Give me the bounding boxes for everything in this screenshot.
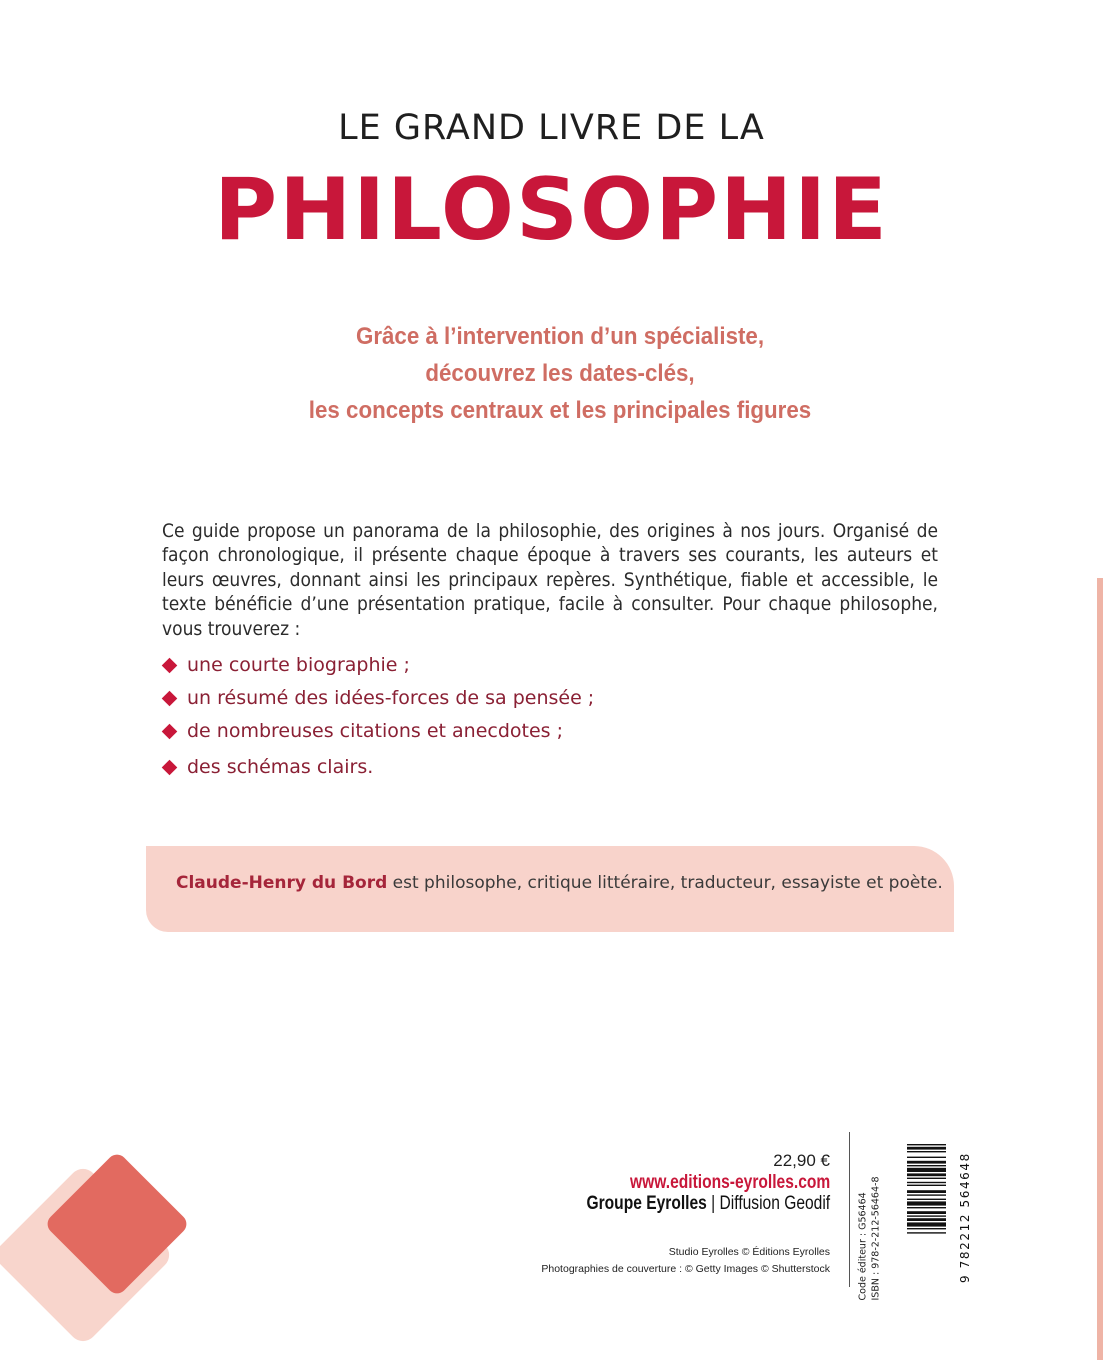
editor-code: Code éditeur : G56464 [857, 1192, 869, 1301]
group-name: Groupe Eyrolles [586, 1193, 707, 1214]
intro-paragraph: Ce guide propose un panorama de la philosophie, des origines à nos jours. Organisé de façon chronologique, il présente chaque époque à travers ses courants, les auteurs et leurs œuvres, donnant ainsi les principaux repères. Synthétique, fiable et accessible, le texte bénéficie d’une présentation pratique, facile à consulter. Pour chaque philosophe, vous trouverez : [162, 520, 938, 640]
tagline-line: découvrez les dates-clés, [425, 360, 695, 387]
list-item [162, 654, 862, 687]
divider [849, 1132, 850, 1287]
author-description: est philosophe, critique littéraire, traducteur, essayiste et poète. [387, 873, 943, 893]
separator: | [706, 1193, 720, 1214]
author-bio [176, 873, 943, 893]
diamond-bullet-icon [162, 760, 178, 776]
author-name: Claude-Henry du Bord [176, 873, 388, 893]
price: 22,90 € [773, 1151, 830, 1170]
book-codes [857, 1146, 883, 1301]
feature-list [162, 654, 862, 789]
isbn: ISBN : 978-2-212-56464-8 [870, 1176, 882, 1301]
side-accent-bar [1097, 578, 1103, 1360]
diamond-bullet-icon [162, 658, 178, 674]
credit-studio: Studio Eyrolles © Éditions Eyrolles [668, 1246, 830, 1258]
publisher-website-link[interactable]: www.editions-eyrolles.com [629, 1172, 830, 1193]
list-item [162, 756, 862, 789]
list-item-label: une courte biographie ; [187, 654, 410, 676]
list-item-label: un résumé des idées-forces de sa pensée ; [187, 687, 595, 709]
credit-photos: Photographies de couverture : © Getty Images © Shutterstock [541, 1263, 830, 1275]
barcode [907, 1144, 946, 1282]
tagline [179, 318, 942, 429]
title-prefix: LE GRAND LIVRE DE LA [338, 108, 765, 148]
tagline-line: Grâce à l’intervention d’un spécialiste, [355, 323, 765, 350]
list-item [162, 687, 862, 720]
tagline-line: les concepts centraux et les principales figures [308, 397, 812, 424]
barcode-digits: 9 782212 564648 [958, 1152, 972, 1283]
list-item [162, 720, 862, 753]
diamond-bullet-icon [162, 691, 178, 707]
book-title: PHILOSOPHIE [214, 160, 889, 260]
diamond-bullet-icon [162, 724, 178, 740]
list-item-label: de nombreuses citations et anecdotes ; [187, 720, 563, 742]
credits [541, 1244, 830, 1278]
publisher-group [586, 1193, 830, 1215]
list-item-label: des schémas clairs. [187, 756, 374, 778]
distribution: Diffusion Geodif [719, 1193, 830, 1214]
